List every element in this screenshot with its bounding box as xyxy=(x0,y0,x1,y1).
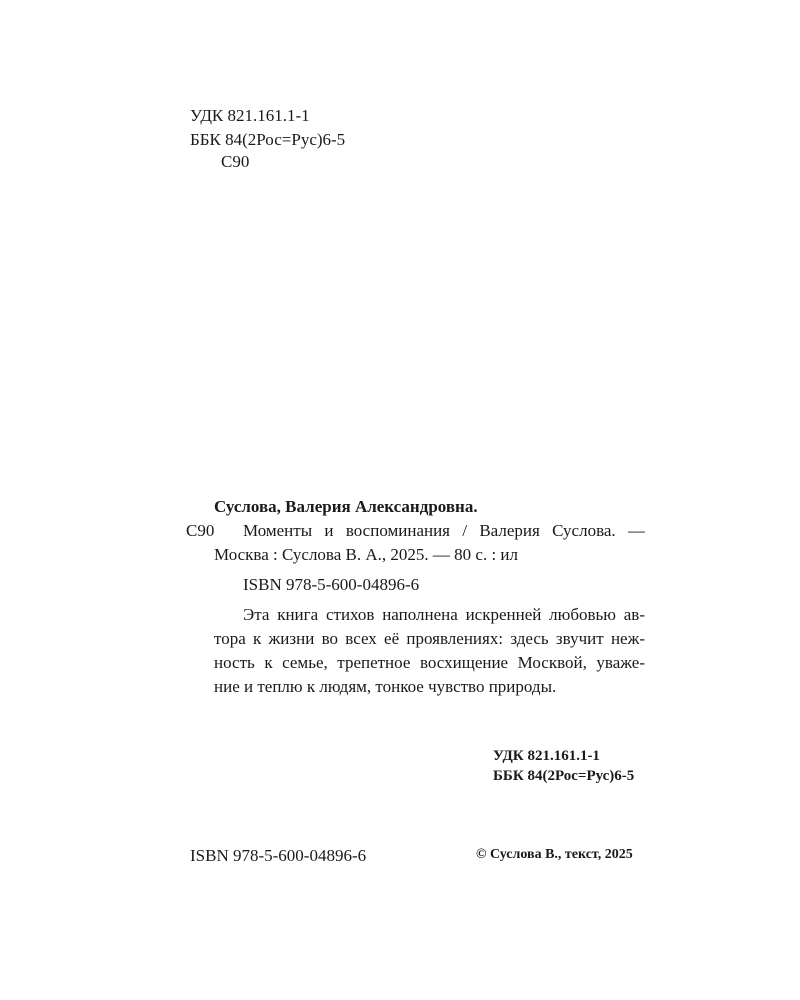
annotation-line-1: Эта книга стихов наполнена искренней любовью ав- xyxy=(243,605,645,624)
description-line-2: Москва : Суслова В. А., 2025. — 80 с. : ил xyxy=(214,545,518,564)
annotation-line-2: тора к жизни во всех её проявлениях: здесь звучит неж- xyxy=(214,629,645,648)
author-heading: Суслова, Валерия Александровна. xyxy=(214,497,478,516)
isbn-footer: ISBN 978-5-600-04896-6 xyxy=(190,846,367,865)
bbk-code-top: ББК 84(2Рос=Рус)6-5 xyxy=(190,130,346,149)
annotation-line-4: ние и теплю к людям, тонкое чувство природы. xyxy=(214,677,557,696)
author-code-record: С90 xyxy=(186,521,215,540)
annotation-line-3: ность к семье, трепетное восхищение Москвой, уваже- xyxy=(214,653,645,672)
description-line-1: Моменты и воспоминания / Валерия Суслова. — xyxy=(243,521,645,540)
copyright-notice: © Суслова В., текст, 2025 xyxy=(476,847,633,862)
isbn-record: ISBN 978-5-600-04896-6 xyxy=(243,575,420,594)
udk-code-right: УДК 821.161.1-1 xyxy=(493,748,600,764)
udk-code-top: УДК 821.161.1-1 xyxy=(190,106,310,125)
author-code-top: С90 xyxy=(221,152,250,171)
bbk-code-right: ББК 84(2Рос=Рус)6-5 xyxy=(493,768,635,784)
